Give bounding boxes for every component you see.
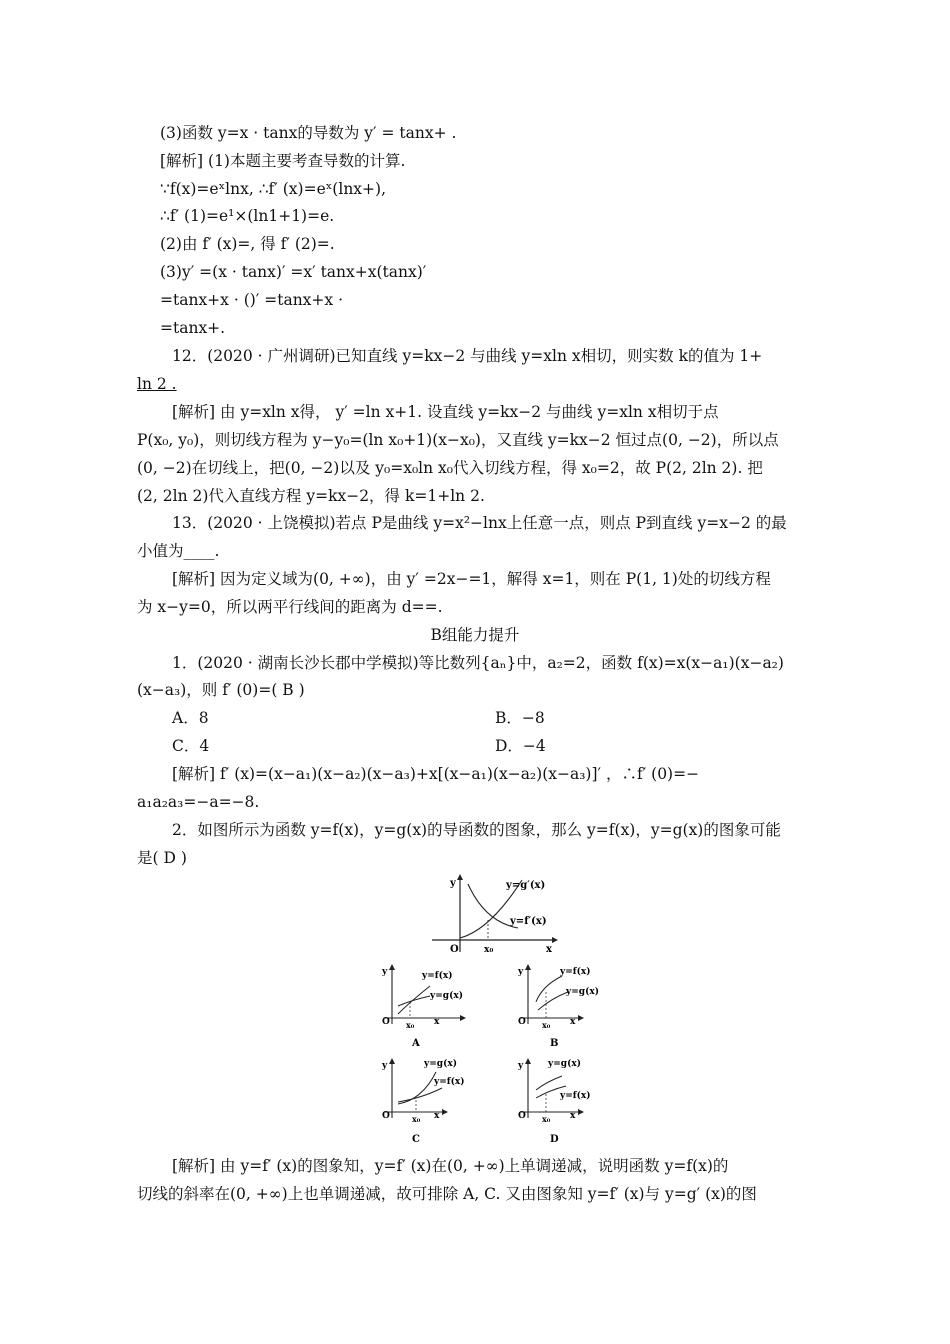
- option-d-graph: [508, 1054, 608, 1146]
- line-24: [解析] f′ (x)=(x−a₁)(x−a₂)(x−a₃)+x[(x−a₁)(x−a₂)(x−a₃)]′ ，∴f′ (0)=−: [172, 765, 700, 783]
- option-b-graph: [508, 962, 608, 1050]
- line-18: 为 x−y=0，所以两平行线间的距离为 d==.: [137, 598, 443, 616]
- section-heading: B组能力提升: [430, 626, 520, 644]
- axis-x-label: x: [546, 944, 552, 955]
- option-b-y-label: y: [518, 967, 524, 977]
- line-26: 2．如图所示为函数 y=f(x)，y=g(x)的导函数的图象，那么 y=f(x)，y=g(x)的图象可能: [172, 821, 781, 839]
- line-7: =tanx+x · ()′ =tanx+x ·: [160, 291, 343, 309]
- line-8: =tanx+.: [160, 319, 226, 337]
- line-2: [解析] (1)本题主要考查导数的计算.: [160, 152, 406, 170]
- option-c-graph: [372, 1054, 472, 1146]
- option-a-x0-label: x₀: [406, 1020, 415, 1030]
- option-c-g-label: y=g(x): [424, 1059, 457, 1069]
- option-a-caption: A: [412, 1038, 420, 1049]
- f-prime-label: y=f′(x): [510, 916, 547, 927]
- option-b-x-label: x: [570, 1017, 576, 1027]
- option-d-y-label: y: [518, 1061, 524, 1071]
- option-a: A．8: [172, 709, 209, 727]
- line-15: 13．(2020 · 上饶模拟)若点 P是曲线 y=x²−lnx上任意一点，则点 P到直线 y=x−2 的最: [172, 514, 787, 532]
- x0-label: x₀: [484, 945, 494, 955]
- option-c: C．4: [172, 737, 210, 755]
- line-1: (3)函数 y=x · tanx的导数为 y′ = tanx+ .: [160, 124, 457, 142]
- option-b-origin-label: O: [518, 1017, 526, 1027]
- option-a-y-label: y: [382, 967, 388, 977]
- option-d-f-label: y=f(x): [560, 1091, 591, 1101]
- option-b-x0-label: x₀: [542, 1020, 551, 1030]
- line-20: 1．(2020 · 湖南长沙长郡中学模拟)等比数列{aₙ}中，a₂=2，函数 f(x)=x(x−a₁)(x−a₂): [172, 654, 784, 672]
- line-12: P(x₀, y₀)，则切线方程为 y−y₀=(ln x₀+1)(x−x₀)，又直线 y=kx−2 恒过点(0, −2)，所以点: [137, 431, 779, 449]
- option-d-origin-label: O: [518, 1111, 526, 1121]
- line-6: (3)y′ =(x · tanx)′ =x′ tanx+x(tanx)′: [160, 263, 427, 281]
- line-28: [解析] 由 y=f′ (x)的图象知，y=f′ (x)在(0, +∞)上单调递减，说明函数 y=f(x)的: [172, 1157, 729, 1175]
- option-a-graph: [372, 962, 472, 1050]
- option-b-f-label: y=f(x): [560, 967, 591, 977]
- origin-label: O: [450, 944, 459, 955]
- line-9: 12．(2020 · 广州调研)已知直线 y=kx−2 与曲线 y=xln x相切，则实数 k的值为 1+: [172, 347, 763, 365]
- line-17: [解析] 因为定义域为(0, +∞)，由 y′ =2x−=1，解得 x=1，则在 P(1, 1)处的切线方程: [172, 570, 771, 588]
- axis-y-label: y: [450, 878, 456, 889]
- line-11: [解析] 由 y=xln x得， y′ =ln x+1. 设直线 y=kx−2 与曲线 y=xln x相切于点: [172, 403, 719, 421]
- g-prime-label: y=g′(x): [506, 880, 546, 891]
- line-4: ∴f′ (1)=e¹×(ln1+1)=e.: [160, 207, 335, 225]
- option-a-origin-label: O: [382, 1017, 390, 1027]
- option-b-g-label: y=g(x): [566, 987, 599, 997]
- option-c-y-label: y: [382, 1061, 388, 1071]
- line-5: (2)由 f′ (x)=, 得 f′ (2)=.: [160, 235, 335, 253]
- line-14: (2, 2ln 2)代入直线方程 y=kx−2，得 k=1+ln 2.: [137, 487, 485, 505]
- option-c-x-label: x: [434, 1111, 440, 1121]
- option-d-g-label: y=g(x): [548, 1059, 581, 1069]
- line-3: ∵f(x)=eˣlnx, ∴f′ (x)=eˣ(lnx+),: [160, 180, 386, 198]
- option-b: B．−8: [495, 709, 545, 727]
- option-a-g-label: y=g(x): [430, 991, 463, 1001]
- option-b-caption: B: [550, 1038, 559, 1049]
- option-c-x0-label: x₀: [412, 1114, 421, 1124]
- option-c-f-label: y=f(x): [434, 1077, 465, 1087]
- option-d-x0-label: x₀: [542, 1114, 551, 1124]
- line-13: (0, −2)在切线上，把(0, −2)以及 y₀=x₀ln x₀代入切线方程，得 x₀=2，故 P(2, 2ln 2). 把: [137, 459, 763, 477]
- line-16: 小值为____.: [137, 542, 220, 560]
- line-29: 切线的斜率在(0, +∞)上也单调递减，故可排除 A, C. 又由图象知 y=f′ (x)与 y=g′ (x)的图: [137, 1185, 757, 1203]
- derivative-graph-figure: [430, 872, 560, 956]
- option-c-caption: C: [412, 1134, 420, 1145]
- line-21: (x−a₃)，则 f′ (0)=( B ): [137, 681, 305, 699]
- option-c-origin-label: O: [382, 1111, 390, 1121]
- line-25: a₁a₂a₃=−a=−8.: [137, 793, 260, 811]
- option-d-caption: D: [550, 1134, 559, 1145]
- line-27: 是( D ): [137, 849, 187, 867]
- option-d: D．−4: [495, 737, 546, 755]
- option-a-f-label: y=f(x): [422, 971, 453, 981]
- line-10: ln 2 .: [137, 375, 177, 393]
- option-d-x-label: x: [570, 1111, 576, 1121]
- option-a-x-label: x: [434, 1017, 440, 1027]
